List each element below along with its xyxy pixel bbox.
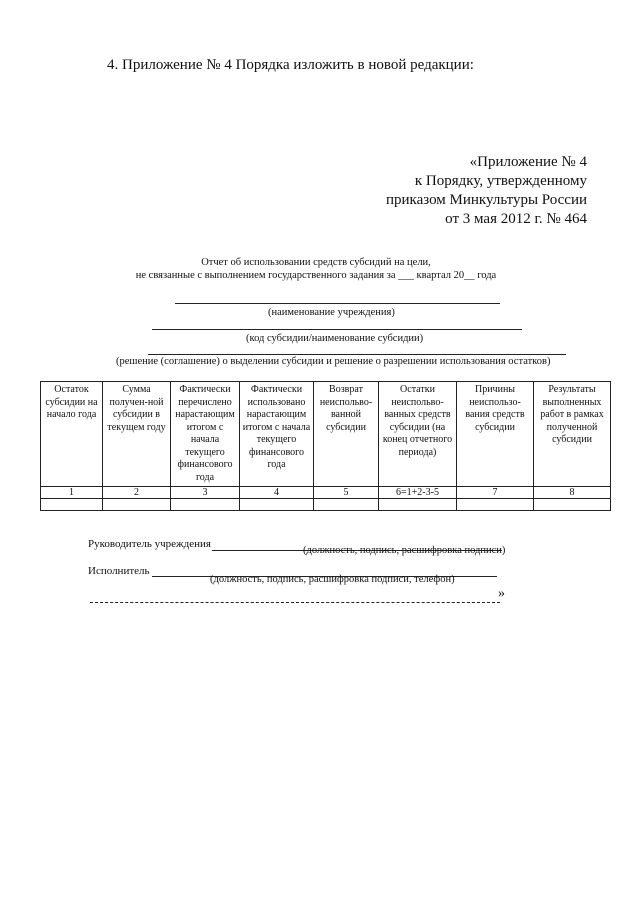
table-empty-row: [41, 499, 611, 511]
closing-quote: »: [498, 586, 505, 601]
table-header-cell: Причины неиспользо-вания средств субсидии: [457, 382, 534, 487]
appendix-line-4: от 3 мая 2012 г. № 464: [445, 211, 587, 227]
table-number-cell: 8: [534, 487, 611, 499]
table-empty-cell: [457, 499, 534, 511]
table-number-cell: 6=1+2-3-5: [379, 487, 457, 499]
table-number-cell: 3: [171, 487, 240, 499]
table-number-cell: 1: [41, 487, 103, 499]
table-header-cell: Результаты выполненных работ в рамках полученной субсидии: [534, 382, 611, 487]
head-signature-label: Руководитель учреждения: [88, 538, 211, 550]
executor-signature-caption: (должность, подпись, расшифровка подписи, телефон): [210, 574, 455, 585]
head-signature-caption: (должность, подпись, расшифровка подписи): [303, 545, 506, 556]
table-number-cell: 2: [103, 487, 171, 499]
table-empty-cell: [103, 499, 171, 511]
institution-name-line: [175, 303, 500, 304]
appendix-line-1: «Приложение № 4: [469, 154, 587, 170]
table-number-cell: 4: [240, 487, 314, 499]
table-empty-cell: [314, 499, 379, 511]
subsidy-report-table: [40, 381, 611, 511]
table-header-row: [41, 382, 611, 487]
table-number-cell: 5: [314, 487, 379, 499]
table-header-cell: Возврат неиспольво-ванной субсидии: [314, 382, 379, 487]
amendment-heading: 4. Приложение № 4 Порядка изложить в новой редакции:: [107, 57, 474, 73]
subsidy-code-caption: (код субсидии/наименование субсидии): [246, 333, 424, 344]
table-empty-cell: [534, 499, 611, 511]
table-header-cell: Остатки неиспольво-ванных средств субсидии (на конец отчетного периода): [379, 382, 457, 487]
table-number-row: [41, 487, 611, 499]
table-number-cell: 7: [457, 487, 534, 499]
appendix-line-2: к Порядку, утвержденному: [414, 173, 587, 189]
subsidy-code-line: [152, 329, 522, 330]
table-header-cell: Фактически использовано нарастающим итогом с начала текущего финансового года: [240, 382, 314, 487]
decision-line: [148, 354, 566, 355]
table-empty-cell: [379, 499, 457, 511]
decision-caption: (решение (соглашение) о выделении субсидии и решение о разрешении использования остатков): [116, 356, 551, 367]
executor-signature-label: Исполнитель: [88, 565, 150, 577]
appendix-reference: [386, 153, 587, 229]
table-empty-cell: [41, 499, 103, 511]
table-header-cell: Остаток субсидии на начало года: [41, 382, 103, 487]
table-header-cell: Фактически перечислено нарастающим итогом с начала текущего финансового года: [171, 382, 240, 487]
report-title-line-2: не связанные с выполнением государственного задания за ___ квартал 20__ года: [135, 270, 497, 281]
table-header-cell: Сумма получен-ной субсидии в текущем году: [103, 382, 171, 487]
report-title-line-1: Отчет об использовании средств субсидий на цели,: [201, 257, 431, 268]
appendix-line-3: приказом Минкультуры России: [385, 192, 587, 208]
closing-line: [90, 602, 500, 603]
table-empty-cell: [171, 499, 240, 511]
table-empty-cell: [240, 499, 314, 511]
institution-name-caption: (наименование учреждения): [268, 307, 395, 318]
